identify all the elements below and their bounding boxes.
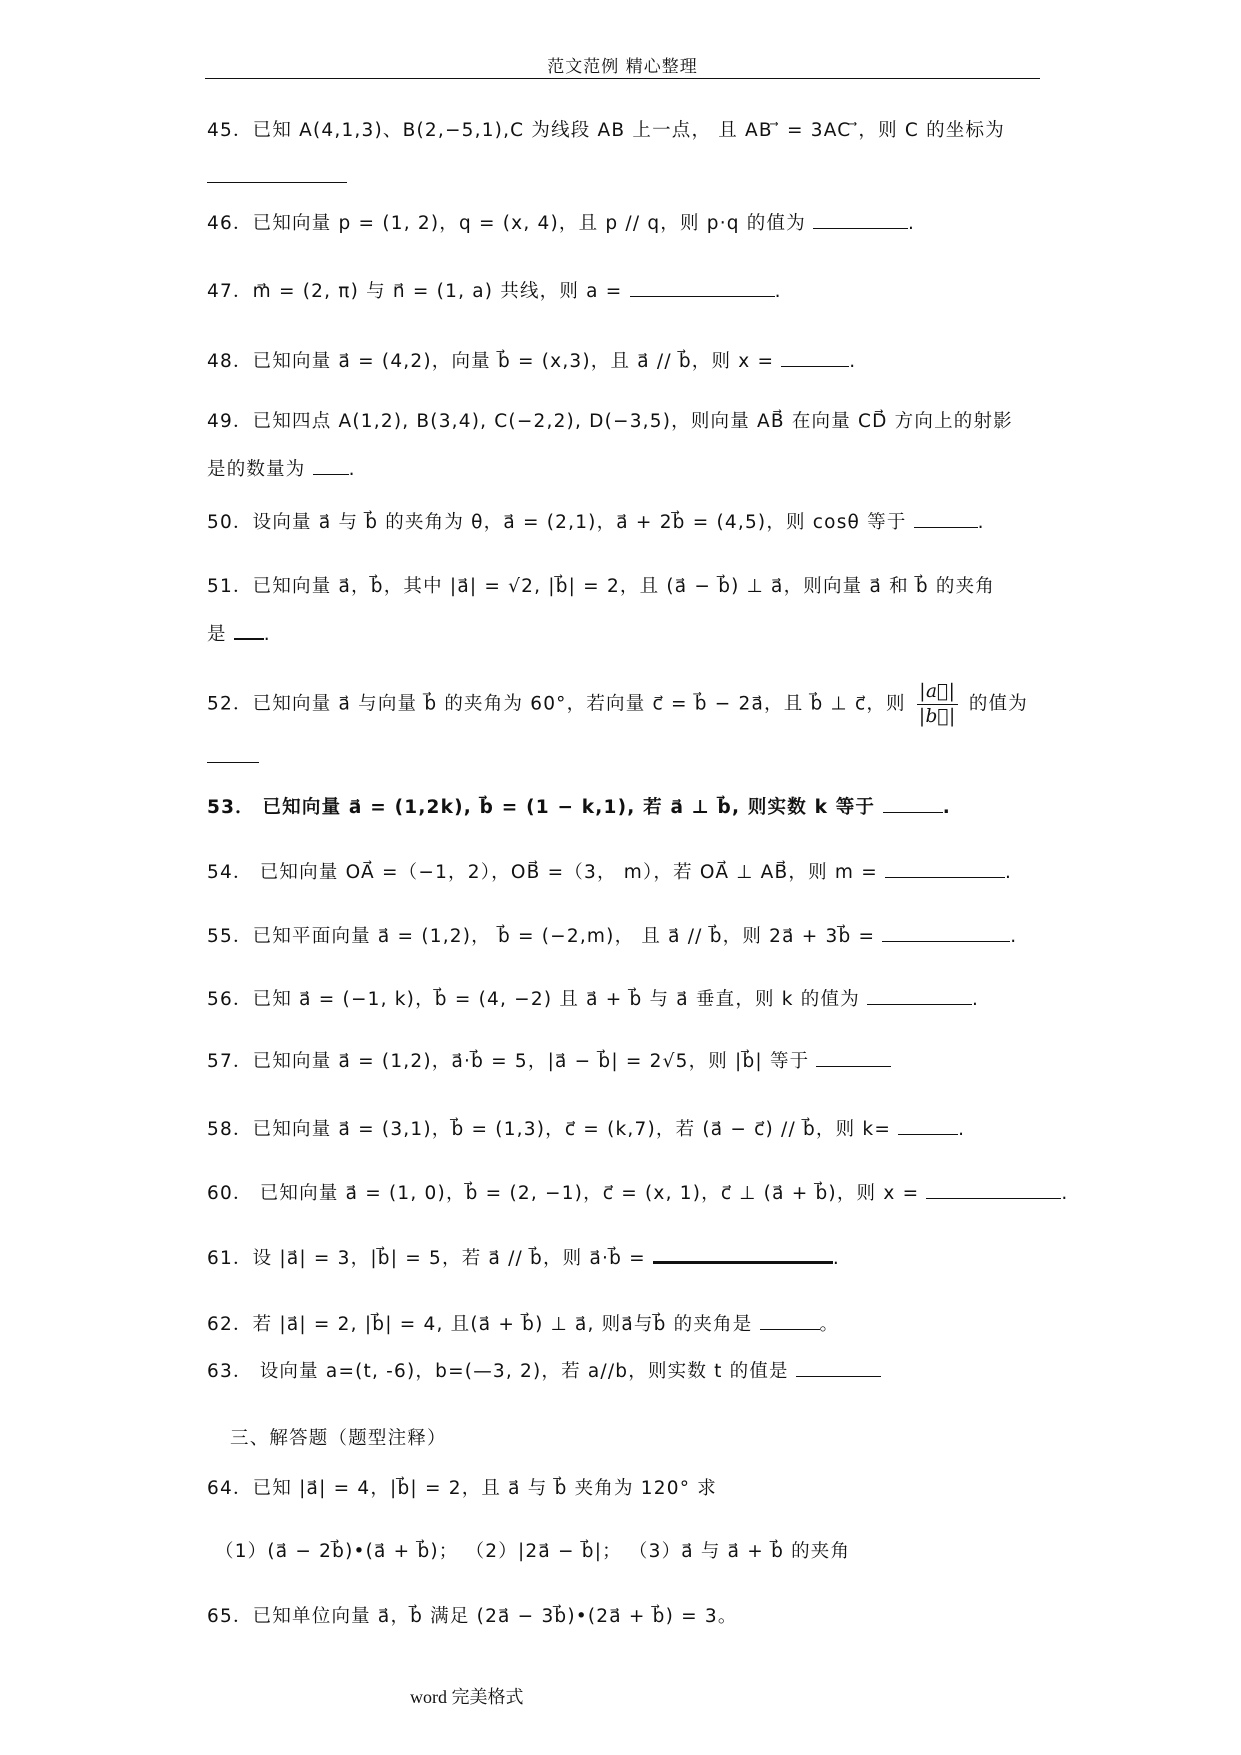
question-45-text: 45．已知 A(4,1,3)、B(2,−5,1),C 为线段 AB 上一点， 且 AB ⃗ = 3AC ⃗，则 C 的坐标为 xyxy=(207,120,1005,141)
header-rule xyxy=(205,78,1040,79)
question-47-text: 47．m⃗ = (2, π) 与 n⃗ = (1, a) 共线，则 a = xyxy=(207,281,623,302)
answer-blank-53[interactable] xyxy=(883,794,943,813)
question-52-text: 52．已知向量 a⃗ 与向量 b⃗ 的夹角为 60°，若向量 c⃗ = b⃗ − 2a⃗，且 b⃗ ⊥ c⃗，则 xyxy=(207,693,906,715)
question-53: 53． 已知向量 a⃗ = (1,2k), b⃗ = (1 − k,1), 若 a⃗ ⊥ b⃗, 则实数 k 等于 . xyxy=(207,793,951,819)
fraction-a-over-b xyxy=(917,680,958,729)
question-49-line-2: 是的数量为 . xyxy=(207,455,356,481)
question-61: 61．设 |a⃗| = 3，|b⃗| = 5，若 a⃗ // b⃗，则 a⃗·b⃗ = . xyxy=(207,1243,840,1270)
question-49-text-2: 是的数量为 xyxy=(207,459,306,480)
section-three-title: 三、解答题（题型注释） xyxy=(230,1428,447,1449)
question-50: 50．设向量 a⃗ 与 b⃗ 的夹角为 θ，a⃗ = (2,1)，a⃗ + 2b⃗ = (4,5)，则 cosθ 等于 . xyxy=(207,508,985,534)
question-49-text: 49．已知四点 A(1,2), B(3,4), C(−2,2), D(−3,5)，则向量 AB⃗ 在向量 CD⃗ 方向上的射影 xyxy=(207,411,1013,432)
question-64 xyxy=(207,1474,717,1500)
question-48: 48．已知向量 a⃗ = (4,2)，向量 b⃗ = (x,3)，且 a⃗ // b⃗，则 x = . xyxy=(207,347,856,373)
question-53-text: 53． 已知向量 a⃗ = (1,2k), b⃗ = (1 − k,1), 若 a⃗ ⊥ b⃗, 则实数 k 等于 xyxy=(207,797,876,818)
answer-blank-57[interactable] xyxy=(816,1048,891,1067)
question-51-line-2: 是 . xyxy=(207,620,271,646)
question-62 xyxy=(207,1310,839,1336)
question-48-text: 48．已知向量 a⃗ = (4,2)，向量 b⃗ = (x,3)，且 a⃗ // b⃗，则 x = xyxy=(207,351,775,372)
question-54: 54． 已知向量 OA⃗ =（−1，2），OB⃗ =（3， m），若 OA⃗ ⊥ AB⃗，则 m = . xyxy=(207,858,1012,884)
question-56: 56．已知 a⃗ = (−1, k)，b⃗ = (4, −2) 且 a⃗ + b⃗ 与 a⃗ 垂直，则 k 的值为 . xyxy=(207,985,979,1011)
question-65-text: 65．已知单位向量 a⃗，b⃗ 满足 (2a⃗ − 3b⃗)•(2a⃗ + b⃗) = 3。 xyxy=(207,1606,738,1627)
page-header: 范文范例 精心整理 xyxy=(547,57,698,77)
question-55-text: 55．已知平面向量 a⃗ = (1,2)， b⃗ = (−2,m)， 且 a⃗ // b⃗，则 2a⃗ + 3b⃗ = xyxy=(207,926,876,947)
question-49-line-1 xyxy=(207,407,1013,433)
question-62-tail: 。 xyxy=(819,1314,840,1335)
question-55: 55．已知平面向量 a⃗ = (1,2)， b⃗ = (−2,m)， 且 a⃗ // b⃗，则 2a⃗ + 3b⃗ = . xyxy=(207,922,1017,948)
question-63-text: 63． 设向量 a=(t, -6)，b=(—3, 2)，若 a//b，则实数 t 的值是 xyxy=(207,1361,789,1382)
question-57 xyxy=(207,1047,891,1073)
answer-blank-63[interactable] xyxy=(796,1358,881,1377)
question-46: 46．已知向量 p = (1, 2)，q = (x, 4)，且 p // q，则 p·q 的值为 . xyxy=(207,209,915,235)
question-51-text: 51．已知向量 a⃗，b⃗，其中 |a⃗| = √2, |b⃗| = 2，且 (a⃗ − b⃗) ⊥ a⃗，则向量 a⃗ 和 b⃗ 的夹角 xyxy=(207,576,995,597)
answer-blank-50[interactable] xyxy=(914,509,978,528)
question-65 xyxy=(207,1602,738,1628)
question-56-text: 56．已知 a⃗ = (−1, k)，b⃗ = (4, −2) 且 a⃗ + b⃗ 与 a⃗ 垂直，则 k 的值为 xyxy=(207,989,860,1010)
answer-blank-55[interactable] xyxy=(882,923,1010,942)
answer-blank-61[interactable] xyxy=(653,1243,833,1264)
question-62-text: 62．若 |a⃗| = 2, |b⃗| = 4, 且(a⃗ + b⃗) ⊥ a⃗, 则a⃗与b⃗ 的夹角是 xyxy=(207,1314,753,1335)
question-60: 60． 已知向量 a⃗ = (1, 0)，b⃗ = (2, −1)，c⃗ = (x, 1)，c⃗ ⊥ (a⃗ + b⃗)，则 x = . xyxy=(207,1179,1068,1205)
question-64-text: 64．已知 |a⃗| = 4，|b⃗| = 2，且 a⃗ 与 b⃗ 夹角为 120° 求 xyxy=(207,1478,717,1499)
section-heading xyxy=(230,1424,447,1450)
question-63 xyxy=(207,1357,881,1383)
question-60-text: 60． 已知向量 a⃗ = (1, 0)，b⃗ = (2, −1)，c⃗ = (x, 1)，c⃗ ⊥ (a⃗ + b⃗)，则 x = xyxy=(207,1183,920,1204)
answer-blank-45[interactable] xyxy=(207,164,347,183)
fraction-denominator: |b⃗| xyxy=(918,706,956,728)
question-52-tail: 的值为 xyxy=(968,693,1028,715)
question-50-text: 50．设向量 a⃗ 与 b⃗ 的夹角为 θ，a⃗ = (2,1)，a⃗ + 2b⃗ = (4,5)，则 cosθ 等于 xyxy=(207,512,907,533)
question-45 xyxy=(207,116,1005,142)
question-51-text-2: 是 xyxy=(207,624,227,645)
answer-blank-62[interactable] xyxy=(760,1311,820,1330)
page-footer: word 完美格式 xyxy=(410,1687,524,1707)
question-61-text: 61．设 |a⃗| = 3，|b⃗| = 5，若 a⃗ // b⃗，则 a⃗·b⃗ = xyxy=(207,1248,646,1269)
answer-blank-54[interactable] xyxy=(885,859,1005,878)
answer-blank-46[interactable] xyxy=(813,210,908,229)
question-51-line-1 xyxy=(207,572,995,598)
answer-blank-60[interactable] xyxy=(926,1180,1061,1199)
question-57-text: 57．已知向量 a⃗ = (1,2)，a⃗·b⃗ = 5，|a⃗ − b⃗| = 2√5，则 |b⃗| 等于 xyxy=(207,1051,810,1072)
answer-blank-58[interactable] xyxy=(898,1116,958,1135)
fraction-numerator: |a⃗| xyxy=(917,680,958,705)
answer-blank-47[interactable] xyxy=(630,278,775,297)
question-58-text: 58．已知向量 a⃗ = (3,1)，b⃗ = (1,3)，c⃗ = (k,7)，若 (a⃗ − c⃗) // b⃗，则 k= xyxy=(207,1119,892,1140)
answer-blank-48[interactable] xyxy=(781,348,849,367)
question-58: 58．已知向量 a⃗ = (3,1)，b⃗ = (1,3)，c⃗ = (k,7)，若 (a⃗ − c⃗) // b⃗，则 k= . xyxy=(207,1115,965,1141)
question-47: 47．m⃗ = (2, π) 与 n⃗ = (1, a) 共线，则 a = . xyxy=(207,277,782,303)
answer-blank-49[interactable] xyxy=(313,456,349,475)
question-64-subparts-text: （1）(a⃗ − 2b⃗)•(a⃗ + b⃗)； （2）|2a⃗ − b⃗|； （3）a⃗ 与 a⃗ + b⃗ 的夹角 xyxy=(215,1541,851,1562)
question-46-text: 46．已知向量 p = (1, 2)，q = (x, 4)，且 p // q，则 p·q 的值为 xyxy=(207,213,806,234)
answer-blank-52[interactable] xyxy=(207,744,259,763)
question-64-subparts xyxy=(215,1537,850,1563)
answer-blank-56[interactable] xyxy=(867,986,972,1005)
answer-blank-51[interactable] xyxy=(234,620,264,640)
question-54-text: 54． 已知向量 OA⃗ =（−1，2），OB⃗ =（3， m），若 OA⃗ ⊥ AB⃗，则 m = xyxy=(207,862,878,883)
question-52 xyxy=(207,680,1028,729)
